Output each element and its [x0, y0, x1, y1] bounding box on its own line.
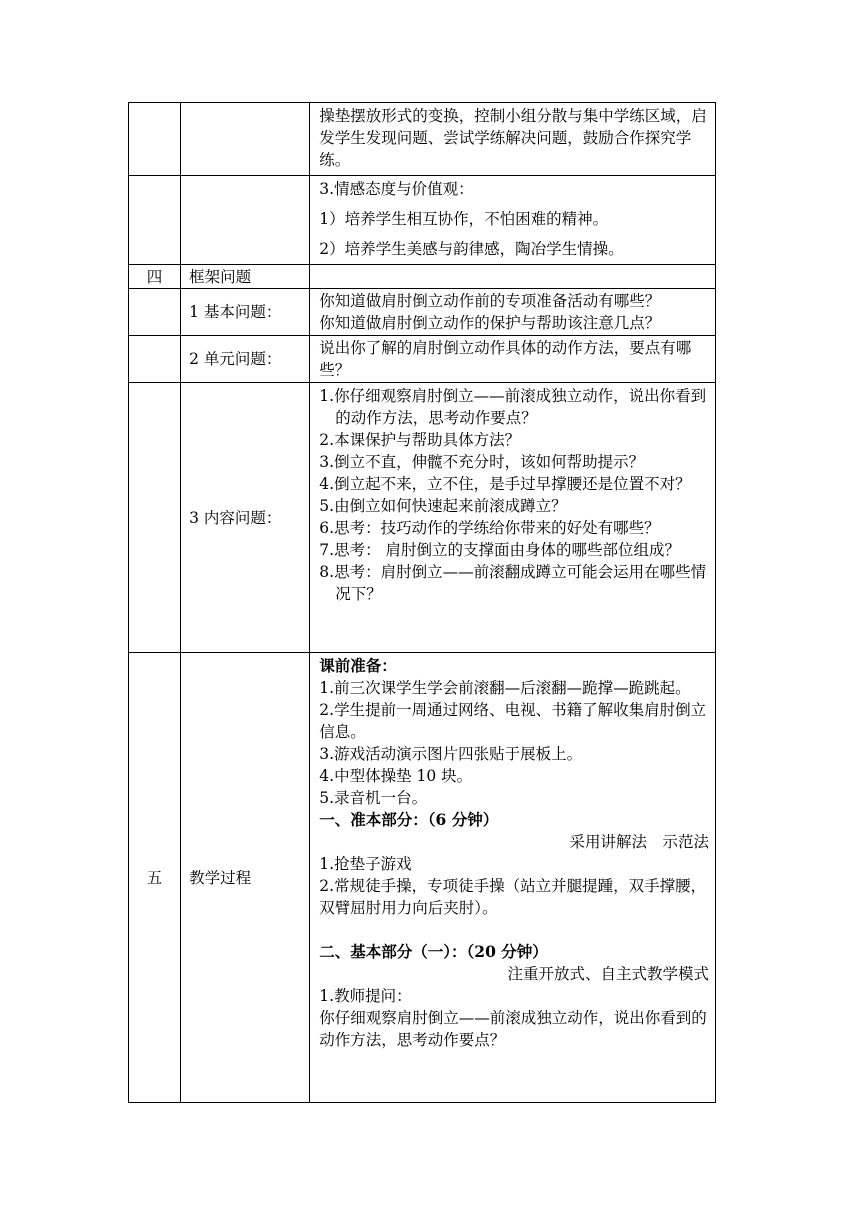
row-content-cell: [310, 265, 716, 289]
row-number-cell: [129, 103, 181, 176]
row-number: 四: [146, 267, 163, 286]
section-heading: 一、准本部分：（6 分钟）: [319, 810, 499, 829]
question-line: 你知道做肩肘倒立动作前的专项准备活动有哪些？: [319, 292, 661, 310]
list-item: 2）培养学生美感与韵律感，陶冶学生情操。: [319, 240, 624, 258]
question-line: 你知道做肩肘倒立动作的保护与帮助该注意几点？: [319, 314, 661, 332]
row-content-cell: [310, 103, 716, 176]
list-item: 6.思考：技巧动作的学练给你带来的好处有哪些？: [319, 519, 660, 537]
table-row: [129, 383, 716, 653]
list-item: 1.前三次课学生学会前滚翻—后滚翻—跪撑—跪跳起。: [319, 679, 691, 697]
row-content-cell: [310, 653, 716, 1103]
table-row: [129, 176, 716, 265]
list-item: 2.常规徒手操，专项徒手操（站立并腿提踵，双手撑腰，双臂屈肘用力向后夹肘）。: [319, 877, 707, 917]
paragraph: 操垫摆放形式的变换，控制小组分散与集中学练区域，启发学生发现问题、尝试学练解决问题，鼓励合作探究学练。: [319, 107, 707, 169]
row-content-cell: [310, 336, 716, 383]
section-heading: 3.情感态度与价值观：: [319, 180, 474, 198]
row-label: 教学过程: [189, 868, 252, 887]
list-item: 2.本课保护与帮助具体方法？: [319, 431, 521, 449]
row-number-cell: [129, 383, 181, 653]
row-number-cell: [129, 289, 181, 336]
row-label-cell: [181, 265, 310, 289]
row-label-cell: [181, 289, 310, 336]
row-label-cell: [181, 176, 310, 265]
list-item: 1.教师提问：: [319, 987, 412, 1005]
list-item: 1.你仔细观察肩肘倒立——前滚成独立动作，说出你看到的动作方法，思考动作要点？: [319, 387, 707, 427]
row-content-cell: [310, 289, 716, 336]
list-item: 1）培养学生相互协作，不怕困难的精神。: [319, 210, 609, 228]
row-content-cell: [310, 383, 716, 653]
list-item: 5.录音机一台。: [319, 789, 428, 807]
table-row: [129, 265, 716, 289]
list-item: 1.抢垫子游戏: [319, 855, 412, 873]
list-item: 5.由倒立如何快速起来前滚成蹲立？: [319, 497, 567, 515]
list-item: 你仔细观察肩肘倒立——前滚成独立动作，说出你看到的动作方法，思考动作要点？: [319, 1009, 707, 1049]
list-item: 3.倒立不直，伸髋不充分时，该如何帮助提示？: [319, 453, 645, 471]
row-number-cell: [129, 336, 181, 383]
document-page: [128, 102, 716, 1103]
list-item: 4.倒立起不来，立不住，是手过早撑腰还是位置不对？: [319, 475, 691, 493]
table-row: [129, 336, 716, 383]
row-label-cell: [181, 103, 310, 176]
list-item: 7.思考： 肩肘倒立的支撑面由身体的哪些部位组成？: [319, 541, 681, 559]
list-item: 8.思考：肩肘倒立——前滚翻成蹲立可能会运用在哪些情况下？: [319, 563, 707, 603]
list-item: 3.游戏活动演示图片四张贴于展板上。: [319, 745, 583, 763]
section-heading: 课前准备：: [319, 656, 397, 675]
lesson-plan-table: [128, 102, 716, 1103]
row-number-cell: [129, 265, 181, 289]
method-note: 注重开放式、自主式教学模式: [507, 965, 709, 983]
list-item: 4.中型体操垫 10 块。: [319, 767, 473, 785]
row-number-cell: [129, 653, 181, 1103]
row-label: 2 单元问题：: [189, 350, 282, 368]
row-label: 3 内容问题：: [189, 508, 282, 527]
table-row: [129, 653, 716, 1103]
row-number-cell: [129, 176, 181, 265]
question-line: 说出你了解的肩肘倒立动作具体的动作方法，要点有哪些？: [319, 339, 692, 379]
row-label-cell: [181, 336, 310, 383]
row-label-cell: [181, 383, 310, 653]
row-content-cell: [310, 176, 716, 265]
row-label-cell: [181, 653, 310, 1103]
row-number: 五: [146, 868, 163, 887]
list-item: 2.学生提前一周通过网络、电视、书籍了解收集肩肘倒立信息。: [319, 701, 707, 741]
method-note: 采用讲解法 示范法: [569, 833, 709, 851]
section-heading: 二、基本部分（一）：（20 分钟）: [319, 942, 548, 961]
table-row: [129, 289, 716, 336]
table-row: [129, 103, 716, 176]
row-label: 框架问题: [189, 267, 252, 286]
row-label: 1 基本问题：: [189, 303, 282, 321]
